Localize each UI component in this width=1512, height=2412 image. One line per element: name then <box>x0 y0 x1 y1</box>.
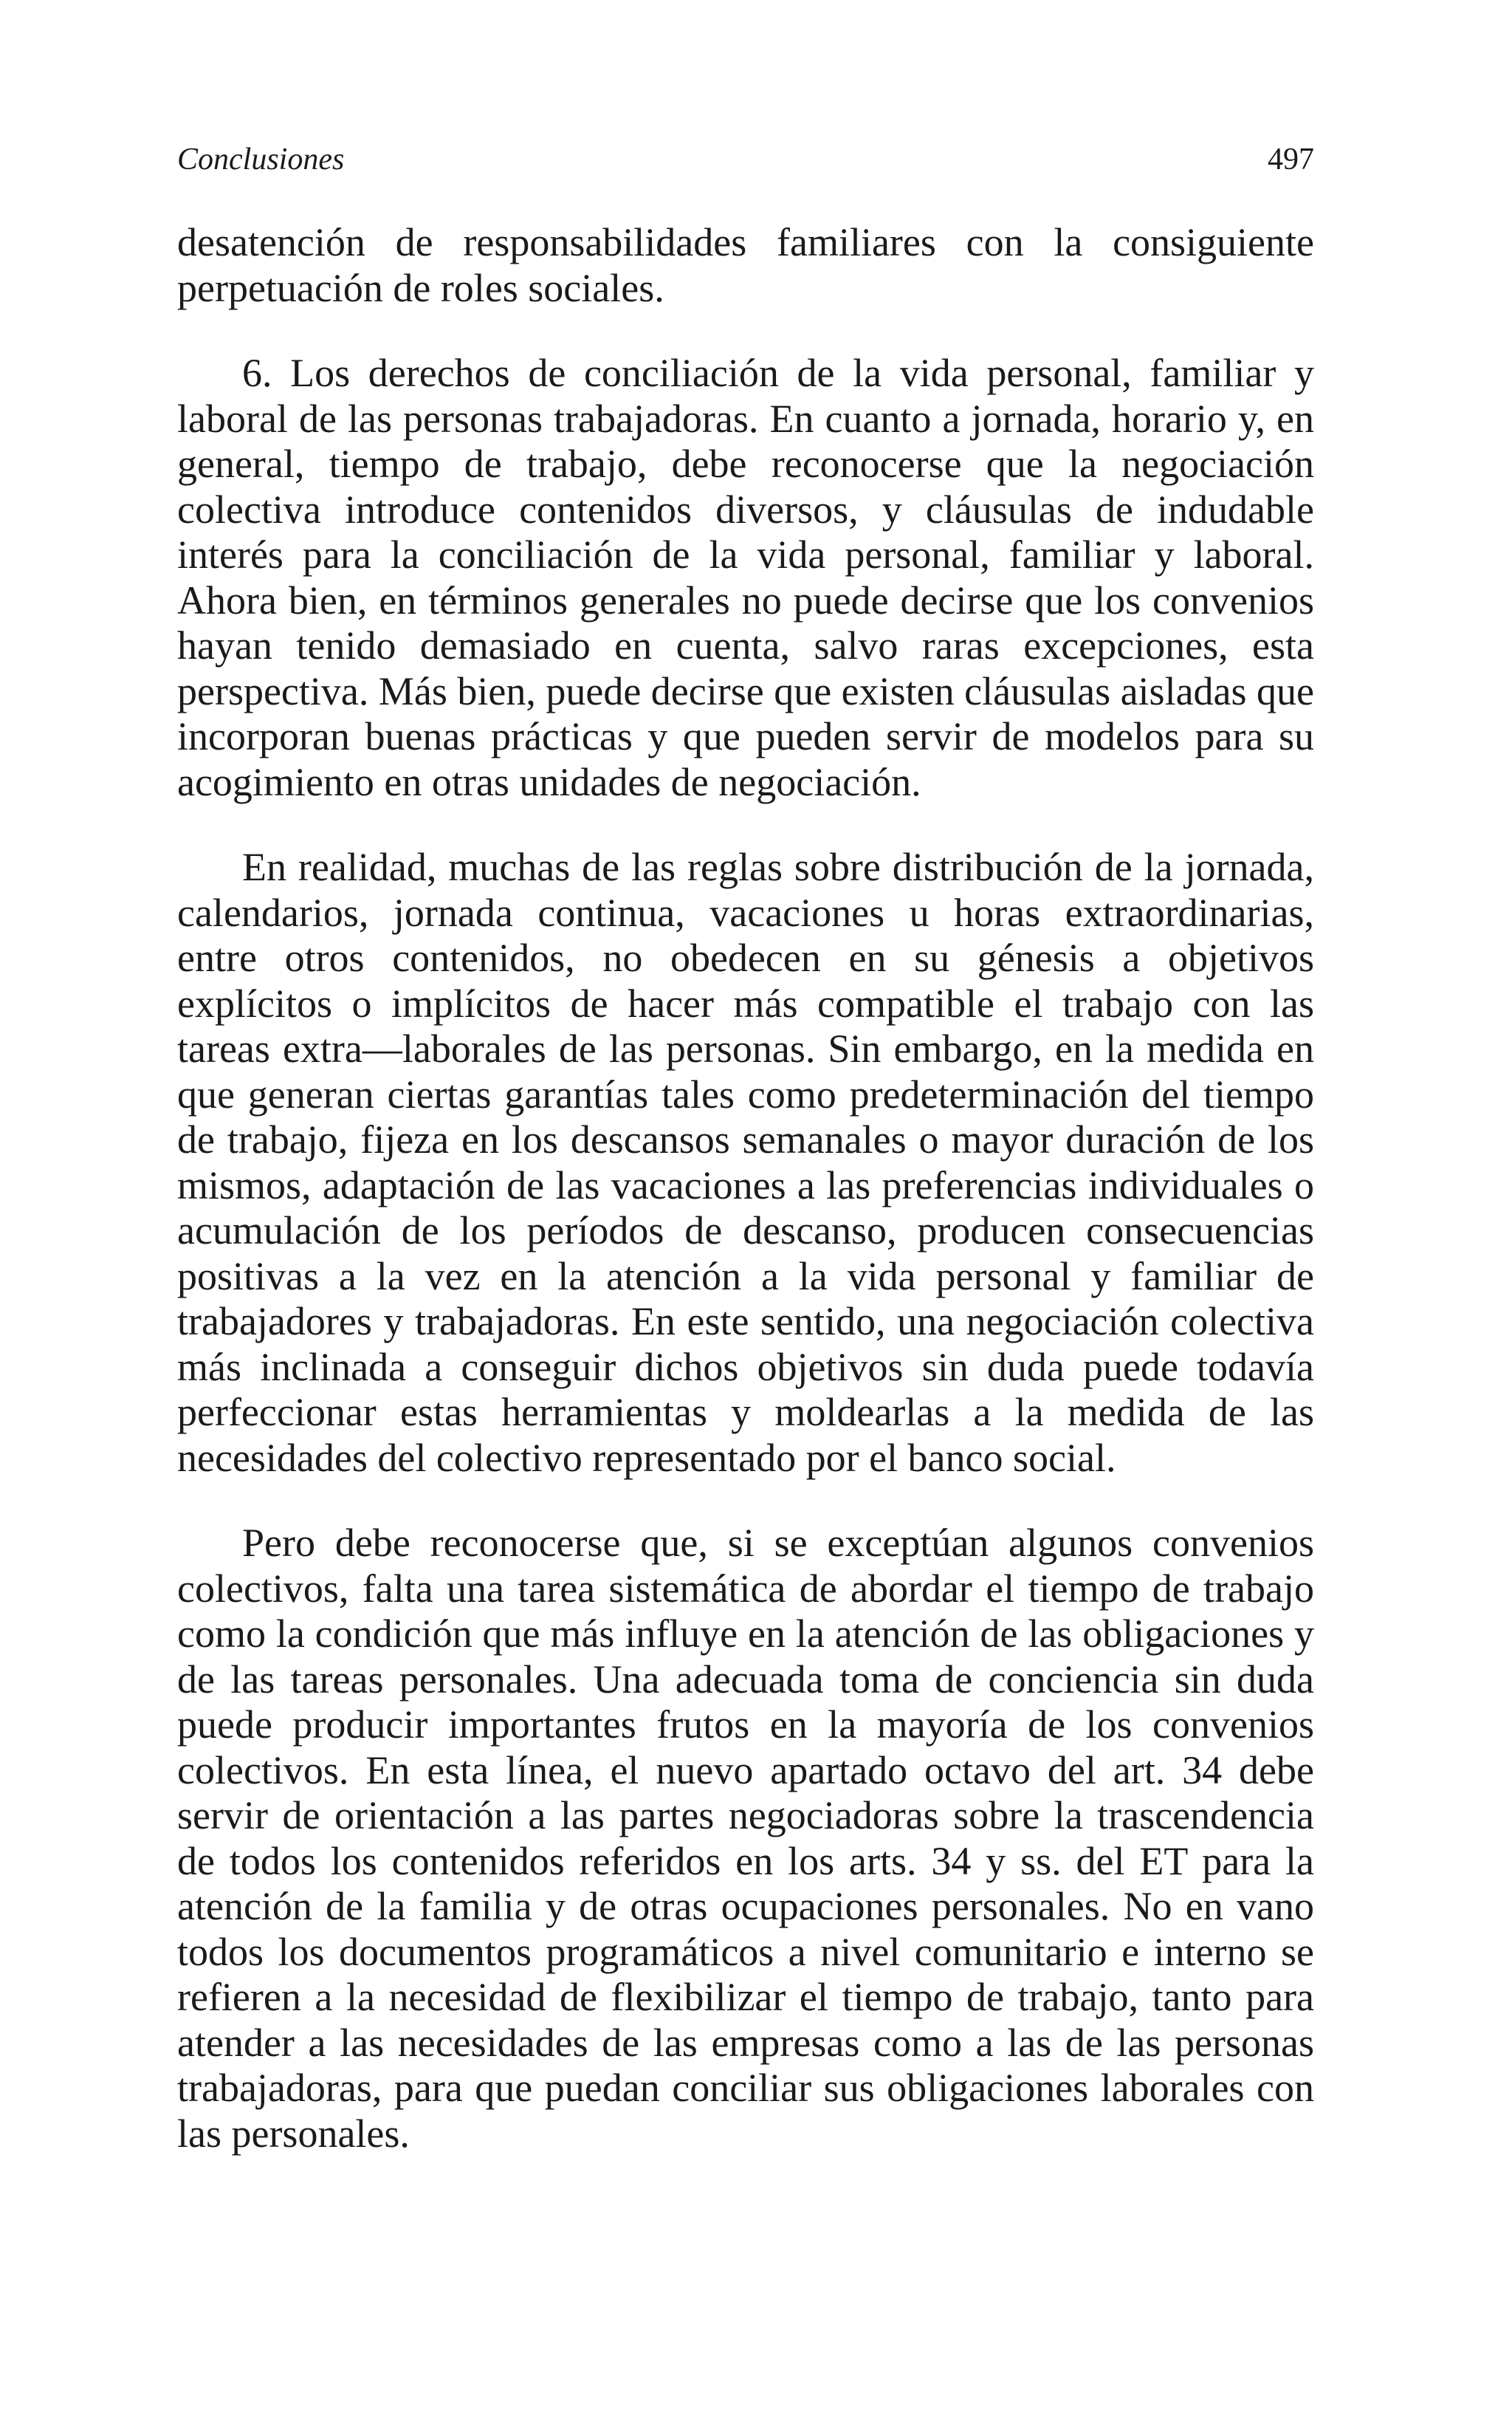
paragraph-pero-debe: Pero debe reconocerse que, si se exceptúan algunos convenios colectivos, falta una tarea sistemática de abordar el tiempo de trabajo como la condición que más influye en la atención de las obligaciones y de las tareas personales. Una adecuada toma de conciencia sin duda puede producir importantes frutos en la mayoría de los convenios colectivos. En esta línea, el nuevo apartado octavo del art. 34 debe servir de orientación a las partes negociadoras sobre la trascendencia de todos los contenidos referidos en los arts. 34 y ss. del ET para la atención de la familia y de otras ocupaciones personales. No en vano todos los documentos programáticos a nivel comunitario e interno se refieren a la necesidad de flexibilizar el tiempo de trabajo, tanto para atender a las necesidades de las empresas como a las de las personas trabajadoras, para que puedan conciliar sus obligaciones laborales con las personales. <box>177 1521 1314 2156</box>
body-text <box>177 220 1314 2156</box>
paragraph-continuation: desatención de responsabilidades familiares con la consiguiente perpetuación de roles sociales. <box>177 220 1314 310</box>
paragraph-en-realidad: En realidad, muchas de las reglas sobre distribución de la jornada, calendarios, jornada continua, vacaciones u horas extraordinarias, entre otros contenidos, no obedecen en su génesis a objetivos explícitos o implícitos de hacer más compatible el trabajo con las tareas extra—laborales de las personas. Sin embargo, en la medida en que generan ciertas garantías tales como predeterminación del tiempo de trabajo, fijeza en los descansos semanales o mayor duración de los mismos, adaptación de las vacaciones a las preferencias individuales o acumulación de los períodos de descanso, producen consecuencias positivas a la vez en la atención a la vida personal y familiar de trabajadores y trabajadoras. En este sentido, una negociación colectiva más inclinada a conseguir dichos objetivos sin duda puede todavía perfeccionar estas herramientas y moldearlas a la medida de las necesidades del colectivo representado por el banco social. <box>177 845 1314 1480</box>
paragraph-section-6: 6. Los derechos de conciliación de la vida personal, familiar y laboral de las personas trabajadoras. En cuanto a jornada, horario y, en general, tiempo de trabajo, debe reconocerse que la negociación colectiva introduce contenidos diversos, y cláusulas de indudable interés para la conciliación de la vida personal, familiar y laboral. Ahora bien, en términos generales no puede decirse que los convenios hayan tenido demasiado en cuenta, salvo raras excepciones, esta perspectiva. Más bien, puede decirse que existen cláusulas aisladas que incorporan buenas prácticas y que pueden servir de modelos para su acogimiento en otras unidades de negociación. <box>177 351 1314 804</box>
running-title: Conclusiones <box>177 143 345 177</box>
running-header <box>177 137 1314 182</box>
page-number: 497 <box>1268 143 1314 177</box>
